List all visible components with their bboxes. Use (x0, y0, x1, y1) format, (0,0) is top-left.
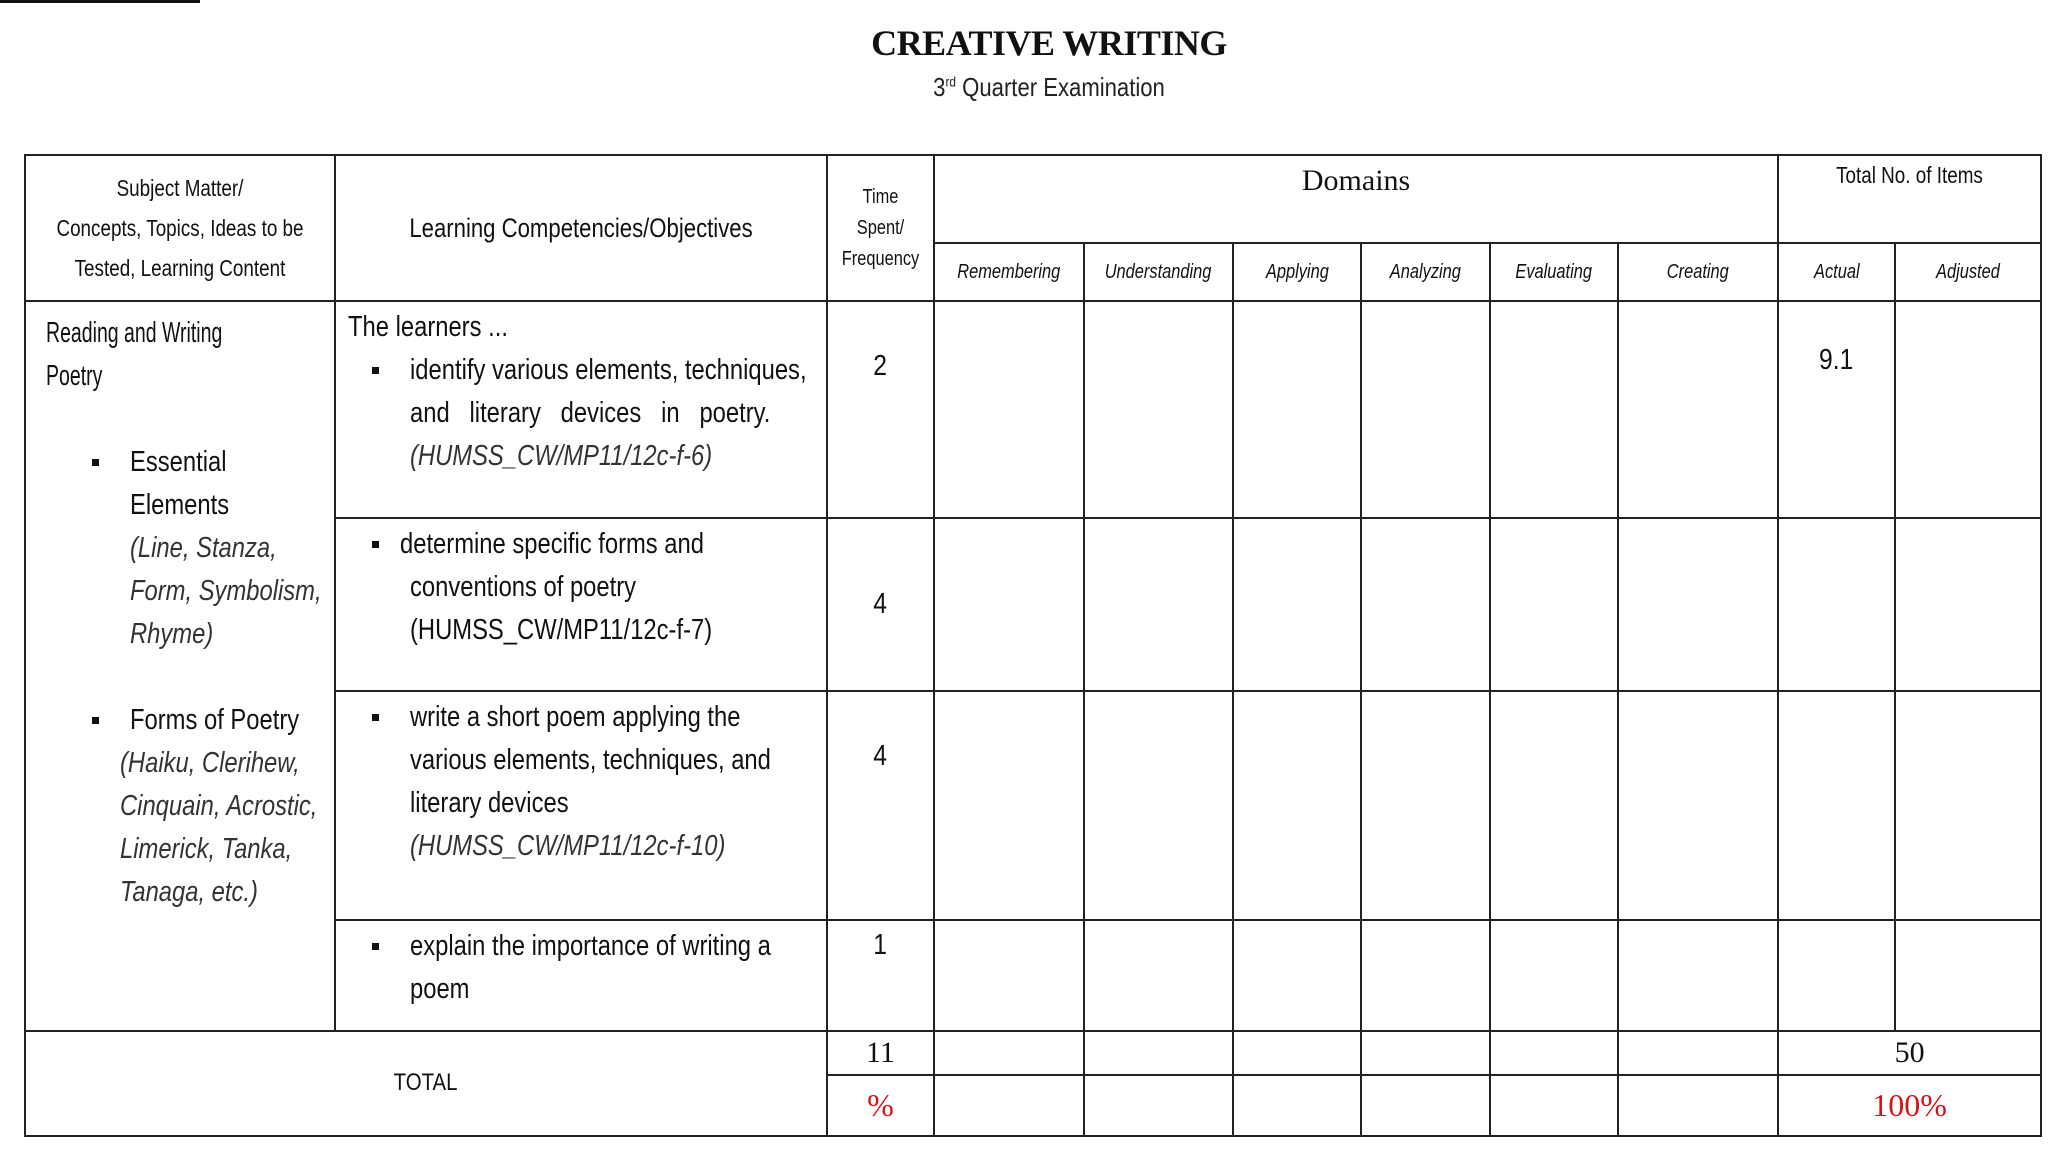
competency-text: and literary devices in poetry. (410, 397, 771, 430)
header-subject-line: Tested, Learning Content (74, 255, 286, 282)
analyzing-total-cell (1361, 1031, 1490, 1075)
competency-cell (335, 691, 827, 919)
time-spent-cell (827, 518, 934, 691)
applying-cell (1233, 920, 1361, 1031)
header-analyzing (1361, 243, 1490, 301)
competency-intro: The learners ... (348, 311, 508, 344)
header-understanding (1084, 243, 1233, 301)
header-understanding-label: Understanding (1105, 260, 1212, 283)
time-spent-cell (827, 691, 934, 919)
total-label-cell (25, 1031, 827, 1136)
time-spent-value: 1 (873, 928, 888, 961)
adjusted-cell (1895, 518, 2041, 691)
header-evaluating-label: Evaluating (1515, 260, 1593, 283)
items-total-cell: 50 (1778, 1031, 2041, 1075)
bullet-square-icon (372, 943, 379, 950)
actual-value: 9.1 (1819, 344, 1854, 377)
actual-cell (1778, 518, 1895, 691)
table-of-specifications (24, 154, 2042, 1137)
header-adjusted-label: Adjusted (1936, 260, 2000, 283)
competency-text: identify various elements, techniques, (410, 354, 807, 387)
competency-cell (335, 518, 827, 691)
header-remembering (934, 243, 1084, 301)
header-total-items (1778, 155, 2041, 243)
applying-cell (1233, 691, 1361, 919)
competency-code: (HUMSS_CW/MP11/12c-f-7) (410, 613, 713, 646)
subject-item-detail: Tanaga, etc.) (120, 876, 258, 909)
competency-text: determine specific forms and (400, 527, 704, 560)
adjusted-cell (1895, 691, 2041, 919)
header-total-items-label: Total No. of Items (1836, 162, 1983, 188)
header-actual (1778, 243, 1895, 301)
remembering-cell (934, 518, 1084, 691)
remembering-cell (934, 691, 1084, 919)
applying-cell (1233, 301, 1361, 517)
header-creating-label: Creating (1667, 260, 1730, 283)
header-applying-label: Applying (1265, 260, 1329, 283)
subtitle-superscript: rd (945, 73, 957, 90)
header-subject-matter (25, 155, 335, 301)
list-item (46, 699, 334, 914)
subject-item-detail: Form, Symbolism, (130, 575, 322, 608)
subtitle-rest: Quarter Examination (956, 72, 1165, 102)
understanding-cell (1084, 920, 1233, 1031)
bullet-square-icon (92, 717, 99, 724)
subtitle-prefix: 3 (933, 72, 946, 102)
analyzing-cell (1361, 691, 1490, 919)
competency-cell (335, 301, 827, 517)
subject-title-line: Poetry (46, 360, 103, 393)
analyzing-cell (1361, 301, 1490, 517)
competency-cell (335, 920, 827, 1031)
header-creating (1618, 243, 1778, 301)
remembering-percent-cell (934, 1075, 1084, 1136)
time-spent-value: 4 (873, 587, 888, 620)
creating-percent-cell (1618, 1075, 1778, 1136)
creating-cell (1618, 301, 1778, 517)
subject-title-line: Reading and Writing (46, 317, 223, 350)
time-spent-cell (827, 920, 934, 1031)
time-spent-cell (827, 301, 934, 517)
competency-text: various elements, techniques, and (410, 744, 771, 777)
header-subject-line: Subject Matter/ (116, 175, 244, 202)
competency-text: conventions of poetry (410, 570, 637, 603)
competency-text: write a short poem applying the (410, 701, 741, 734)
applying-percent-cell (1233, 1075, 1361, 1136)
table-row (25, 301, 2041, 517)
evaluating-total-cell (1490, 1031, 1618, 1075)
competency-text: literary devices (410, 787, 569, 820)
subject-item-label: Elements (130, 489, 230, 522)
actual-cell (1778, 691, 1895, 919)
applying-cell (1233, 518, 1361, 691)
adjusted-cell (1895, 301, 2041, 517)
remembering-cell (934, 920, 1084, 1031)
table-row-total (25, 1031, 2041, 1075)
adjusted-cell (1895, 920, 2041, 1031)
header-time-spent (827, 155, 934, 301)
document-title: CREATIVE WRITING (871, 23, 1227, 63)
scan-top-edge-line (0, 0, 200, 3)
header-time-line: Spent/ (856, 216, 905, 239)
header-adjusted (1895, 243, 2041, 301)
creating-cell (1618, 920, 1778, 1031)
list-item (46, 441, 334, 656)
analyzing-cell (1361, 920, 1490, 1031)
competency-code: (HUMSS_CW/MP11/12c-f-10) (410, 830, 726, 863)
header-actual-label: Actual (1813, 260, 1860, 283)
bullet-square-icon (372, 367, 379, 374)
creating-cell (1618, 691, 1778, 919)
remembering-total-cell (934, 1031, 1084, 1075)
understanding-percent-cell (1084, 1075, 1233, 1136)
time-spent-value: 4 (873, 740, 888, 773)
evaluating-cell (1490, 920, 1618, 1031)
creating-cell (1618, 518, 1778, 691)
competency-text: poem (410, 972, 470, 1005)
understanding-total-cell (1084, 1031, 1233, 1075)
bullet-square-icon (372, 541, 379, 548)
header-domains: Domains (934, 155, 1778, 243)
evaluating-cell (1490, 301, 1618, 517)
items-percent-cell: 100% (1778, 1075, 2041, 1136)
subject-matter-cell (25, 301, 335, 1030)
competency-code: (HUMSS_CW/MP11/12c-f-6) (410, 440, 713, 473)
document-subtitle (157, 72, 1940, 103)
time-percent-cell: % (827, 1075, 934, 1136)
bullet-square-icon (372, 714, 379, 721)
subject-item-detail: Limerick, Tanka, (120, 833, 293, 866)
subject-item-detail: (Line, Stanza, (130, 532, 277, 565)
evaluating-cell (1490, 518, 1618, 691)
total-label: TOTAL (394, 1069, 458, 1097)
subject-item-detail: Rhyme) (130, 618, 214, 651)
header-time-line: Frequency (841, 247, 920, 270)
bullet-square-icon (92, 459, 99, 466)
subject-item-label: Essential (130, 446, 227, 479)
time-spent-value: 2 (873, 350, 888, 383)
creating-total-cell (1618, 1031, 1778, 1075)
header-competencies-label: Learning Competencies/Objectives (409, 212, 753, 243)
header-competencies (335, 155, 827, 301)
analyzing-cell (1361, 518, 1490, 691)
remembering-cell (934, 301, 1084, 517)
header-evaluating (1490, 243, 1618, 301)
evaluating-cell (1490, 691, 1618, 919)
understanding-cell (1084, 518, 1233, 691)
header-time-line: Time (862, 185, 899, 208)
header-applying (1233, 243, 1361, 301)
understanding-cell (1084, 691, 1233, 919)
subject-item-detail: Cinquain, Acrostic, (120, 790, 318, 823)
subject-item-detail: (Haiku, Clerihew, (120, 747, 300, 780)
actual-cell (1778, 301, 1895, 517)
header-analyzing-label: Analyzing (1389, 260, 1462, 283)
applying-total-cell (1233, 1031, 1361, 1075)
understanding-cell (1084, 301, 1233, 517)
analyzing-percent-cell (1361, 1075, 1490, 1136)
header-remembering-label: Remembering (957, 260, 1061, 283)
evaluating-percent-cell (1490, 1075, 1618, 1136)
header-subject-line: Concepts, Topics, Ideas to be (56, 215, 304, 242)
subject-item-label: Forms of Poetry (130, 704, 300, 737)
time-total-cell: 11 (827, 1031, 934, 1075)
actual-cell (1778, 920, 1895, 1031)
competency-text: explain the importance of writing a (410, 929, 771, 962)
